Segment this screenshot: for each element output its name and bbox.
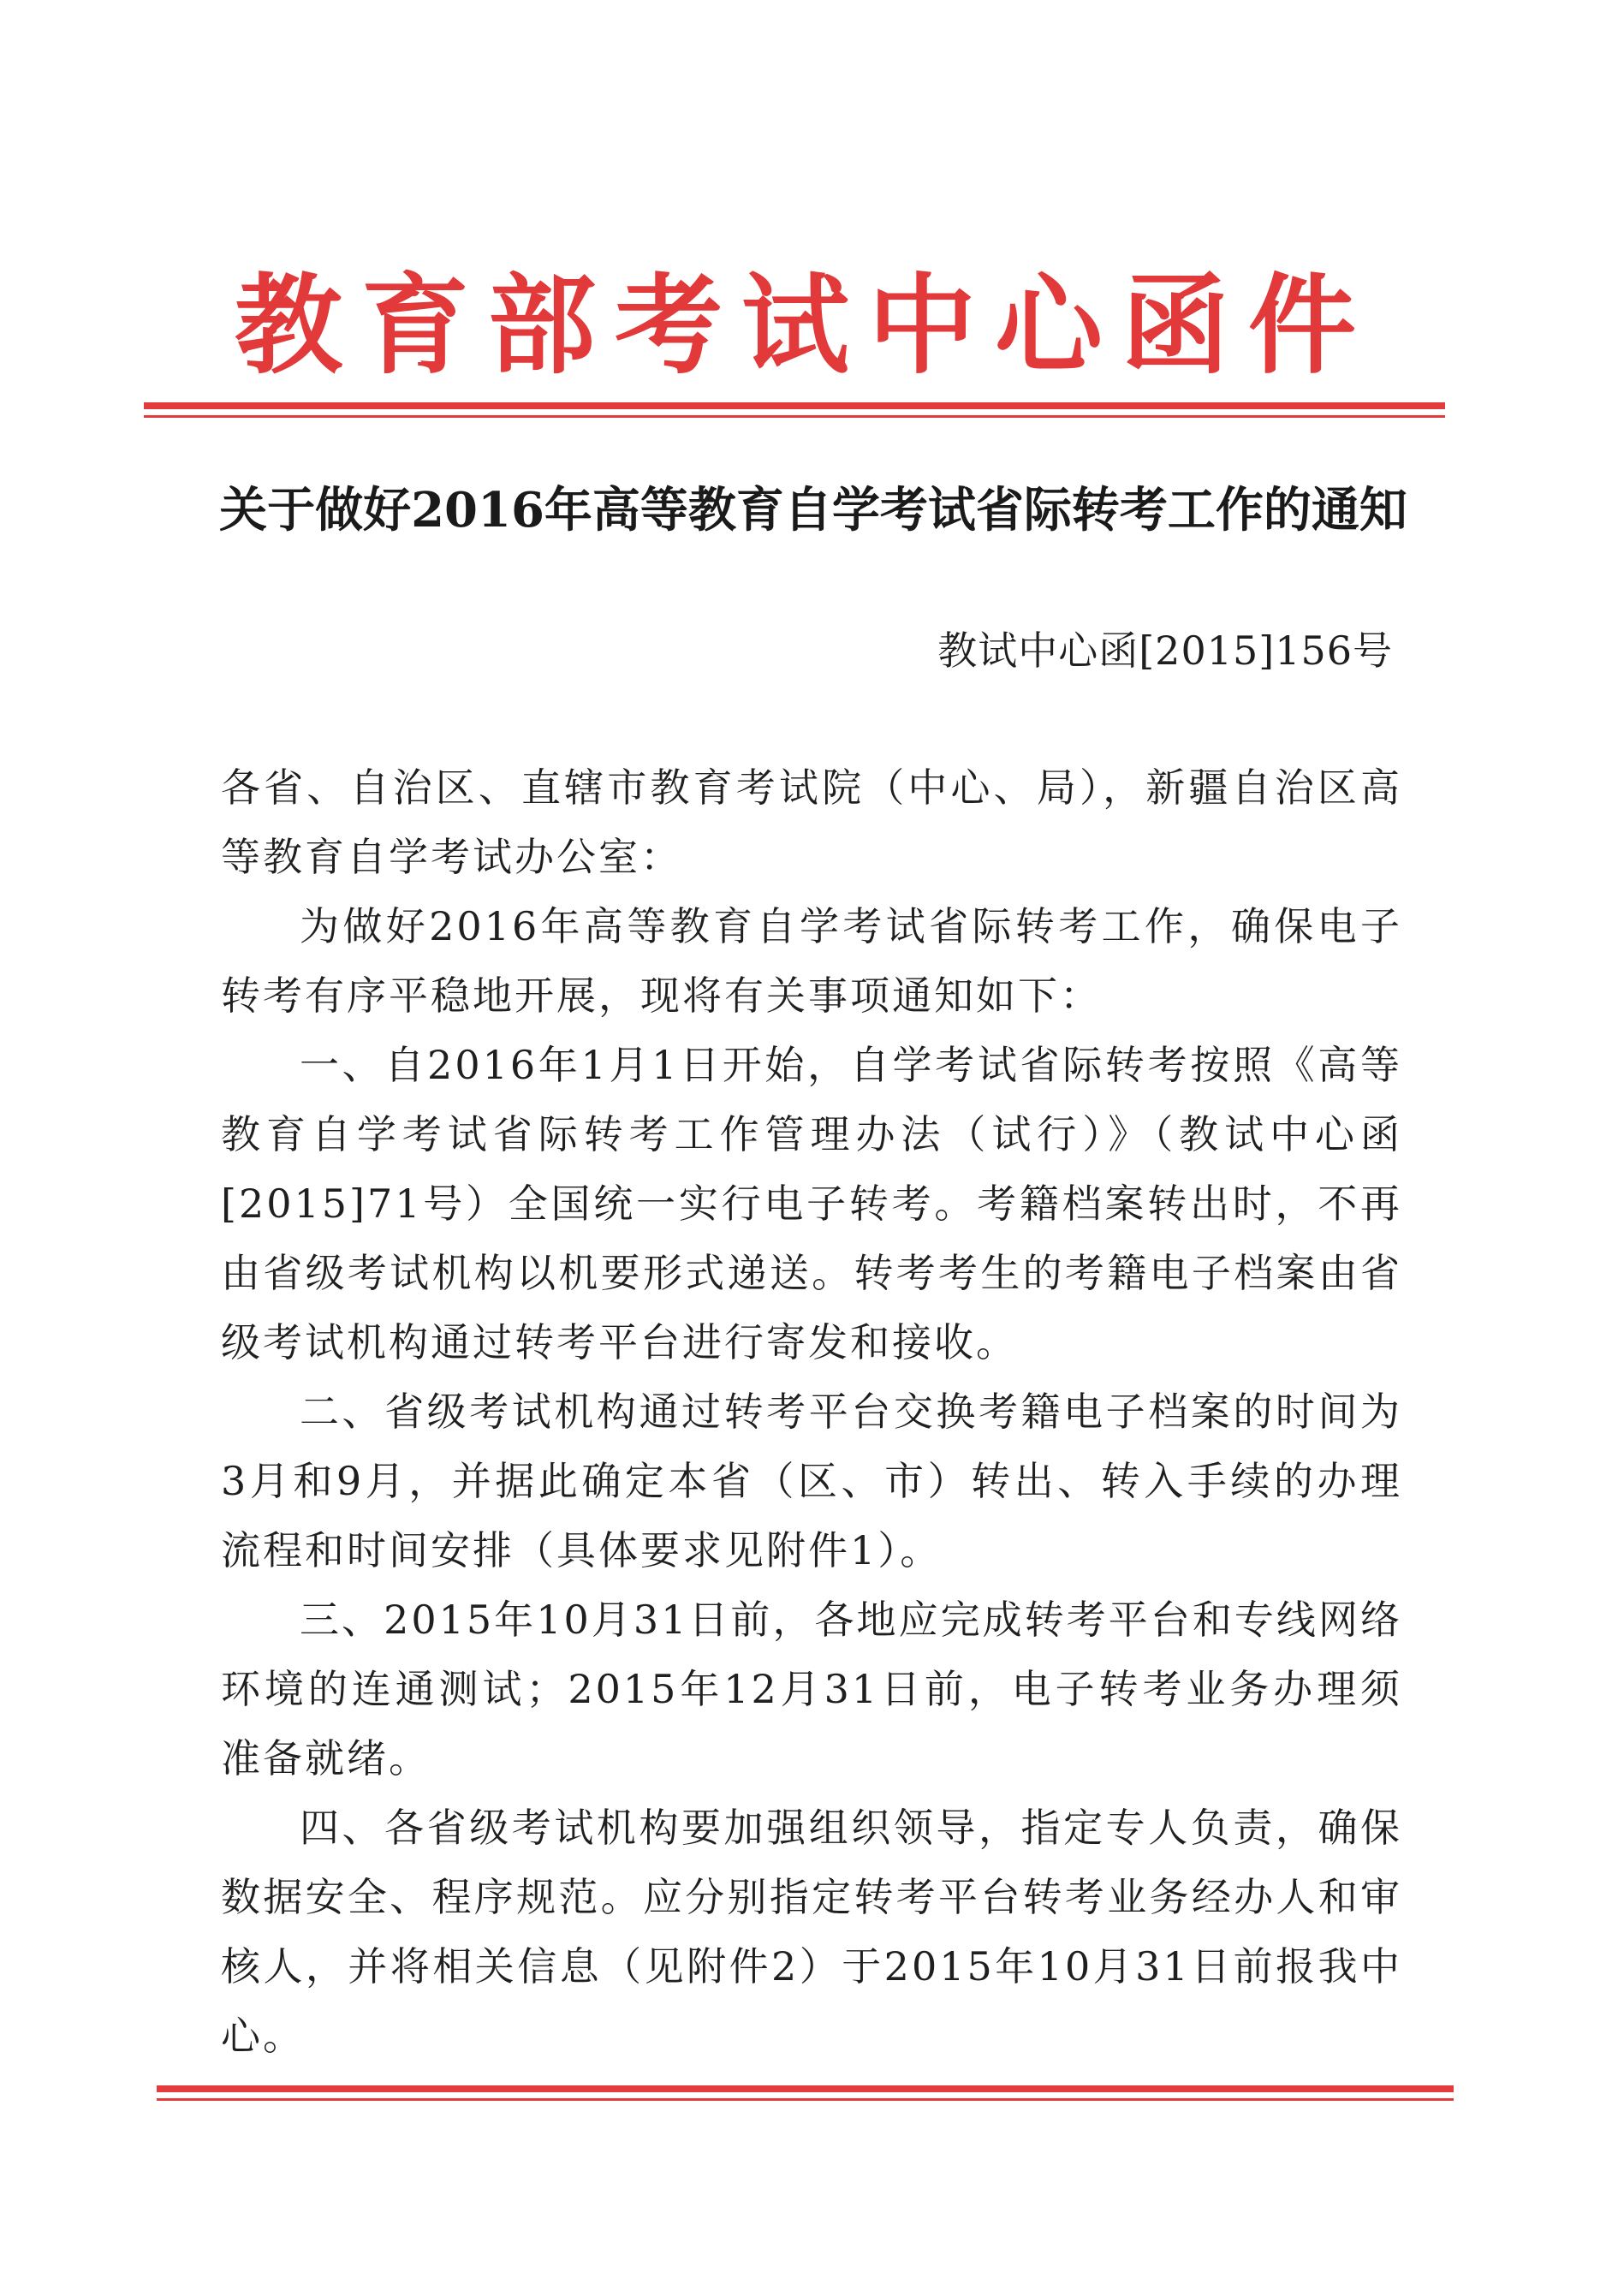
item-paragraph-4: 四、各省级考试机构要加强组织领导，指定专人负责，确保数据安全、程序规范。应分别指定转考平台转考业务经办人和审核人，并将相关信息（见附件2）于2015年10月31日前报我中心。: [221, 1805, 1402, 2059]
footer-divider: [157, 2085, 1454, 2101]
masthead-title: 教育部考试中心函件: [235, 262, 1375, 389]
divider-thick-line: [144, 402, 1445, 409]
divider-thick-line: [157, 2085, 1454, 2092]
intro-paragraph: 为做好2016年高等教育自学考试省际转考工作，确保电子转考有序平稳地开展，现将有关事项通知如下：: [221, 903, 1402, 1019]
item-paragraph-3: 三、2015年10月31日前，各地应完成转考平台和专线网络环境的连通测试；2015年12月31日前，电子转考业务办理须准备就绪。: [221, 1597, 1402, 1781]
item-paragraph-2: 二、省级考试机构通过转考平台交换考籍电子档案的时间为3月和9月，并据此确定本省（区、市）转出、转入手续的办理流程和时间安排（具体要求见附件1）。: [221, 1389, 1402, 1573]
document-title: 关于做好2016年高等教育自学考试省际转考工作的通知: [219, 482, 1407, 538]
item-paragraph-1: 一、自2016年1月1日开始，自学考试省际转考按照《高等教育自学考试省际转考工作管理办法（试行）》（教试中心函[2015]71号）全国统一实行电子转考。考籍档案转出时，不再由省级考试机构以机要形式递送。转考考生的考籍电子档案由省级考试机构通过转考平台进行寄发和接收。: [221, 1042, 1402, 1365]
document-number: 教试中心函[2015]156号: [937, 628, 1393, 674]
salutation: 各省、自治区、直辖市教育考试院（中心、局），新疆自治区高等教育自学考试办公室：: [221, 764, 1402, 880]
document-body: [221, 753, 1402, 2071]
divider-thin-line: [157, 2098, 1454, 2101]
divider-thin-line: [144, 415, 1445, 418]
header-divider: [144, 402, 1445, 418]
